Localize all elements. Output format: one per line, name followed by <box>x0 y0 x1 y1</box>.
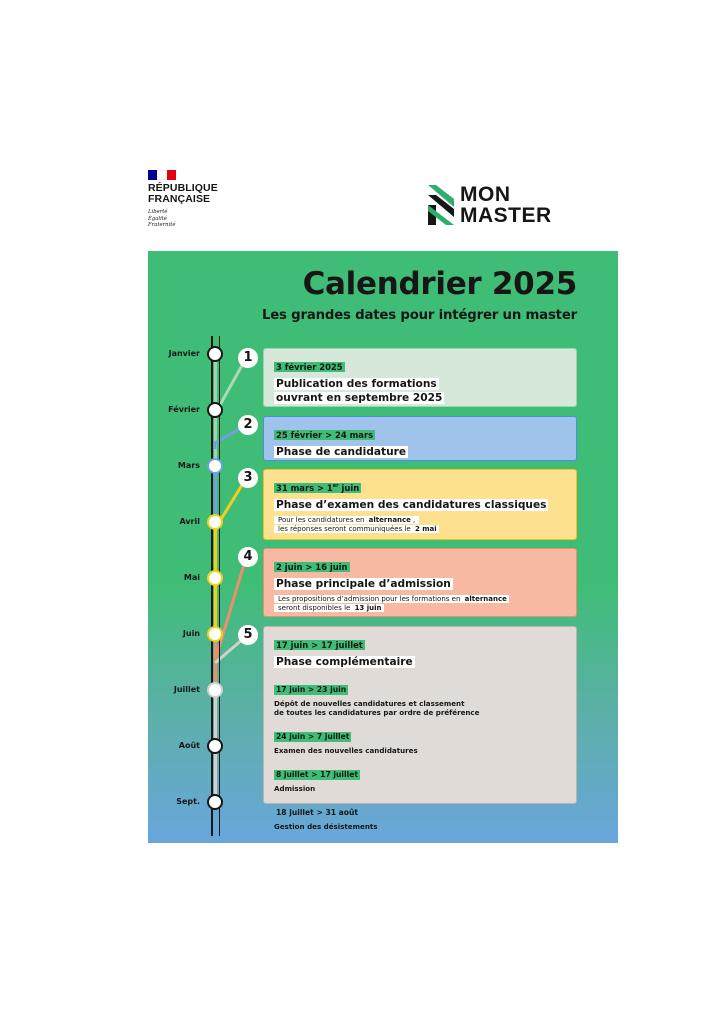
phase-date: 17 juin > 17 juillet <box>276 640 363 650</box>
subphase-date: 17 juin > 23 juin <box>276 684 347 694</box>
phase-note: Les propositions d’admission pour les formations en alternance seront disponibles le 13 juin <box>274 595 567 613</box>
republique-francaise-name: RÉPUBLIQUE FRANÇAISE <box>148 182 218 205</box>
subphase-3 <box>274 762 567 793</box>
subphase-description: Examen des nouvelles candidatures <box>274 745 418 755</box>
month-mars: Mars <box>177 461 200 470</box>
mon-master-logo <box>428 183 552 227</box>
station-avril <box>207 514 223 530</box>
phase-title: Publication des formations ouvrant en septembre 2025 <box>276 378 443 404</box>
phase-card-4 <box>263 548 577 617</box>
phase-title: Phase d’examen des candidatures classiques <box>276 499 547 511</box>
month-sept: Sept. <box>176 797 200 806</box>
phase-card-2 <box>263 416 577 461</box>
phase-number-4: 4 <box>238 547 258 567</box>
subphase-description: Gestion des désistements <box>274 821 378 831</box>
station-mars <box>207 458 223 474</box>
month-juin: Juin <box>182 629 200 638</box>
station-aout <box>207 738 223 754</box>
station-juin <box>207 626 223 642</box>
month-mai: Mai <box>183 573 200 582</box>
station-sept <box>207 794 223 810</box>
phase-number-5: 5 <box>238 625 258 645</box>
subphase-2 <box>274 724 567 755</box>
phase-date: 25 février > 24 mars <box>276 430 374 440</box>
phase-note: Pour les candidatures en alternance , les réponses seront communiquées le 2 mai <box>274 516 567 534</box>
station-mai <box>207 570 223 586</box>
phase-title: Phase principale d’admission <box>276 578 451 590</box>
subphase-description: Admission <box>274 783 316 793</box>
station-juillet <box>207 682 223 698</box>
station-fevrier <box>207 402 223 418</box>
mon-master-mark-icon <box>428 183 454 227</box>
subphase-4 <box>274 800 567 831</box>
phase-number-1: 1 <box>238 348 258 368</box>
month-janvier: Janvier <box>168 349 200 358</box>
phase-card-3 <box>263 469 577 540</box>
subphase-date: 24 juin > 7 juillet <box>276 731 350 741</box>
republique-motto: Liberté Égalité Fraternité <box>148 209 176 228</box>
subphase-date: 8 juillet > 17 juillet <box>276 769 358 779</box>
mon-master-wordmark: MON MASTER <box>460 183 552 227</box>
phase-number-3: 3 <box>238 468 258 488</box>
phase-card-5 <box>263 626 577 831</box>
month-avril: Avril <box>179 517 200 526</box>
phase-title: Phase complémentaire <box>276 656 413 668</box>
phase-date: 2 juin > 16 juin <box>276 562 348 572</box>
poster-title: Calendrier 2025 <box>302 266 577 302</box>
republique-francaise-logo <box>148 170 228 229</box>
subphase-date: 18 juillet > 31 août <box>276 807 359 817</box>
phase-title: Phase de candidature <box>276 446 407 458</box>
french-flag-icon <box>148 170 176 180</box>
calendar-poster <box>148 251 618 843</box>
month-aout: Août <box>178 741 200 750</box>
phase-number-2: 2 <box>238 415 258 435</box>
station-janvier <box>207 346 223 362</box>
phase-card-1 <box>263 348 577 407</box>
subphase-description: Dépôt de nouvelles candidatures et classement de toutes les candidatures par ordre de préférence <box>274 698 480 717</box>
subphase-1 <box>274 677 567 717</box>
month-juillet: Juillet <box>173 685 200 694</box>
month-fevrier: Février <box>168 405 200 414</box>
phase-date: 31 mars > 1er juin <box>276 483 360 493</box>
phase-date: 3 février 2025 <box>276 362 343 372</box>
poster-subtitle: Les grandes dates pour intégrer un master <box>261 308 577 323</box>
